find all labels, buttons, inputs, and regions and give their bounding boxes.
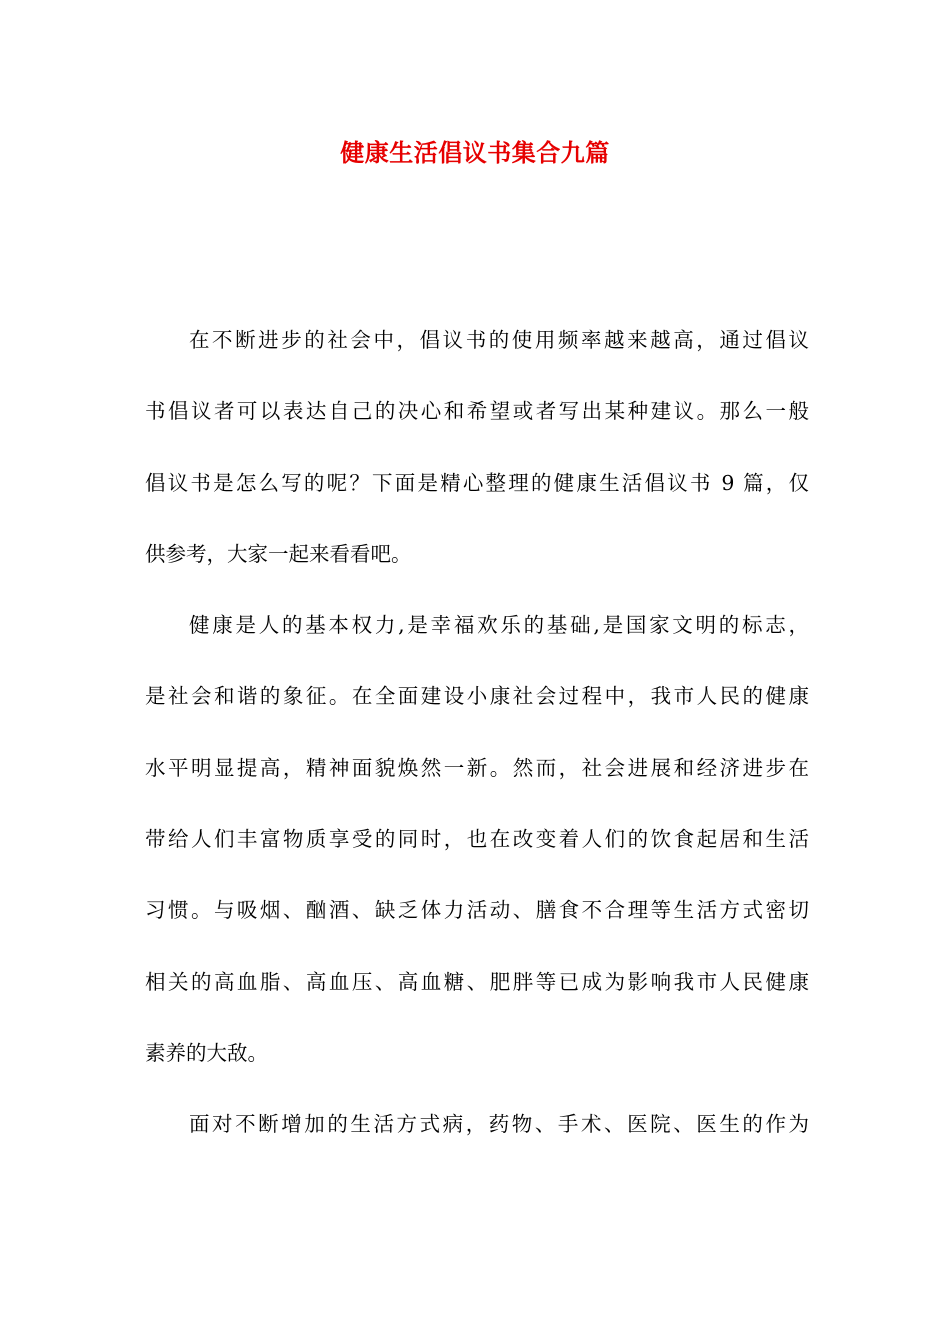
paragraph-line: 面对不断增加的生活方式病，药物、手术、医院、医生的作为 [189, 1112, 809, 1137]
paragraph-line: 健康是人的基本权力,是幸福欢乐的基础,是国家文明的标志， [189, 613, 809, 638]
paragraph-line: 相关的高血脂、高血压、高血糖、肥胖等已成为影响我市人民健康 [145, 969, 809, 994]
paragraph-line: 倡议书是怎么写的呢？下面是精心整理的健康生活倡议书 9 篇，仅 [145, 470, 809, 495]
paragraph-line: 素养的大敌。 [145, 1040, 268, 1065]
paragraph-line: 在不断进步的社会中，倡议书的使用频率越来越高，通过倡议 [189, 328, 809, 352]
paragraph-line: 书倡议者可以表达自己的决心和希望或者写出某种建议。那么一般 [145, 399, 809, 424]
document-body [145, 318, 809, 1174]
paragraph-line: 是社会和谐的象征。在全面建设小康社会过程中，我市人民的健康 [145, 684, 809, 709]
paragraph-line: 供参考，大家一起来看看吧。 [145, 541, 412, 566]
paragraph-line: 习惯。与吸烟、酗酒、缺乏体力活动、膳食不合理等生活方式密切 [145, 898, 809, 923]
paragraph-line: 水平明显提高，精神面貌焕然一新。然而，社会进展和经济进步在 [145, 755, 809, 780]
document-title: 健康生活倡议书集合九篇 [340, 139, 610, 167]
paragraph-line: 带给人们丰富物质享受的同时，也在改变着人们的饮食起居和生活 [145, 827, 809, 852]
